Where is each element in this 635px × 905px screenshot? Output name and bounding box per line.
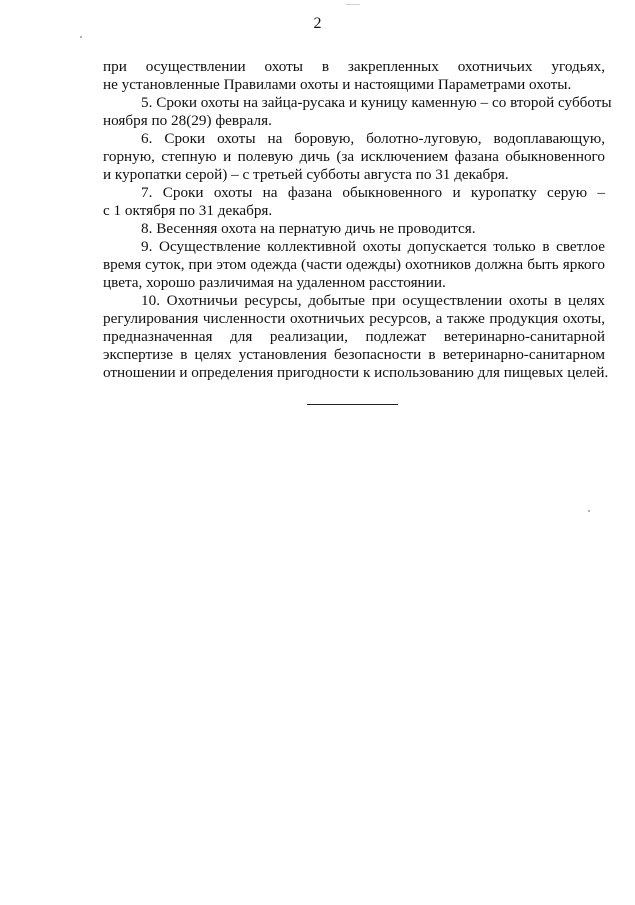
text-line: регулирования численности охотничьих ресурсов, а также продукция охоты, (103, 310, 605, 327)
text-line: 6. Сроки охоты на боровую, болотно-луговую, водоплавающую, (141, 130, 605, 147)
text-line: 9. Осуществление коллективной охоты допускается только в светлое (141, 238, 605, 255)
paragraph-item-6 (103, 130, 605, 184)
text-line: и куропатки серой) – с третьей субботы августа по 31 декабря. (103, 166, 509, 183)
scan-speck (346, 4, 360, 5)
document-body (103, 58, 612, 382)
end-of-text-divider (307, 404, 398, 405)
text-line: 8. Весенняя охота на пернатую дичь не проводится. (141, 220, 476, 237)
text-line: 10. Охотничьи ресурсы, добытые при осуществлении охоты в целях (141, 292, 605, 309)
text-line: с 1 октября по 31 декабря. (103, 202, 273, 219)
text-line: отношении и определения пригодности к использованию для пищевых целей. (103, 364, 609, 381)
page-number: 2 (313, 15, 322, 32)
paragraph-item-10 (103, 292, 609, 382)
text-line: не установленные Правилами охоты и настоящими Параметрами охоты. (103, 76, 572, 93)
text-line: 5. Сроки охоты на зайца-русака и куницу каменную – со второй субботы (141, 94, 612, 111)
text-line: экспертизе в целях установления безопасности в ветеринарно-санитарном (103, 346, 605, 363)
paragraph-item-8 (103, 220, 605, 238)
paragraph-item-5 (103, 94, 612, 130)
scan-speck (80, 36, 82, 38)
paragraph-item-9 (103, 238, 605, 292)
text-line: горную, степную и полевую дичь (за исключением фазана обыкновенного (103, 148, 605, 165)
text-line: цвета, хорошо различимая на удаленном расстоянии. (103, 274, 446, 291)
paragraph-continuation (103, 58, 605, 94)
paragraph-item-7 (103, 184, 605, 220)
text-line: 7. Сроки охоты на фазана обыкновенного и куропатку серую – (141, 184, 605, 201)
scan-speck (588, 510, 590, 512)
text-line: предназначенная для реализации, подлежат ветеринарно-санитарной (103, 328, 605, 345)
text-line: ноября по 28(29) февраля. (103, 112, 272, 129)
text-line: при осуществлении охоты в закрепленных охотничьих угодьях, (103, 58, 605, 75)
text-line: время суток, при этом одежда (части одежды) охотников должна быть яркого (103, 256, 605, 273)
